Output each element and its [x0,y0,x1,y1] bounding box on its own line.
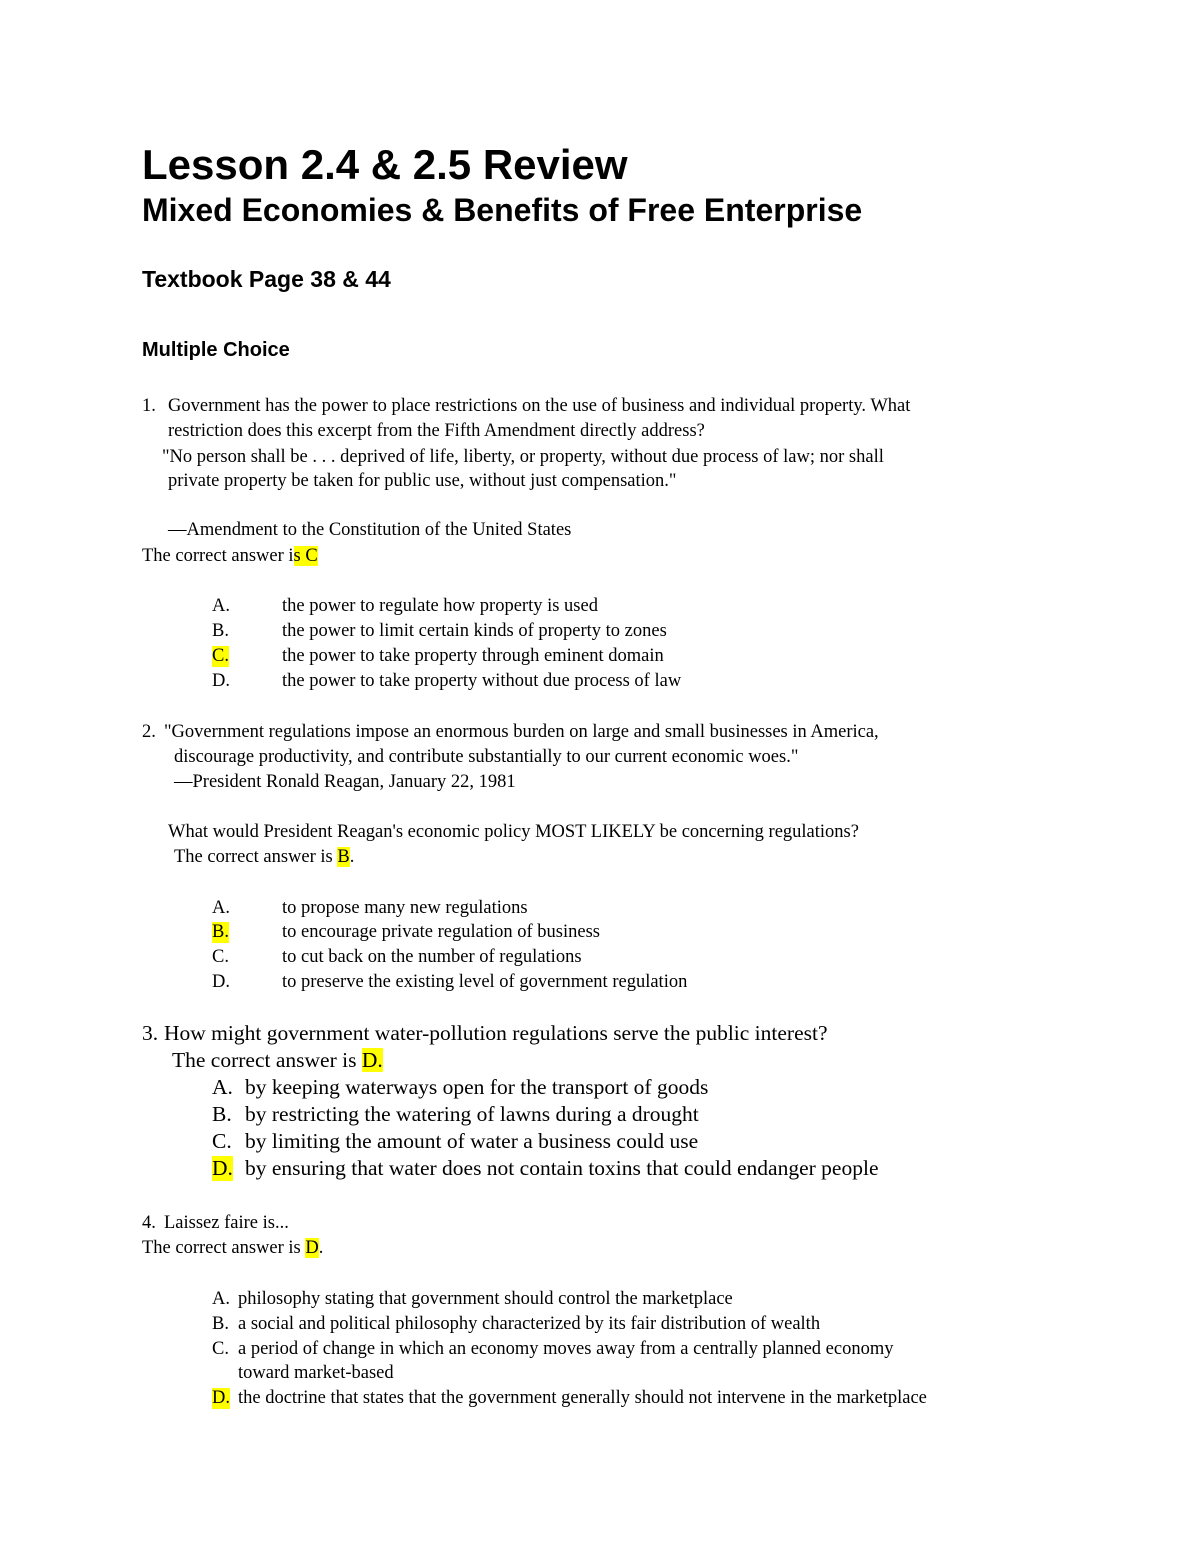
question-number: 1. [142,396,156,416]
option-letter: B. [212,621,229,641]
option-text: the power to take property without due process of law [282,671,682,691]
option-text: to propose many new regulations [282,898,528,918]
option-letter: A. [212,1289,230,1309]
question-number: 3. [142,1021,159,1045]
option-letter: C. [212,1129,232,1153]
option-text: by ensuring that water does not contain toxins that could endanger people [245,1156,879,1180]
quote-text: "No person shall be . . . deprived of life, liberty, or property, without due process of law; nor shall [162,447,884,467]
quote-source: —President Ronald Reagan, January 22, 1981 [174,772,516,792]
question-number: 4. [142,1213,156,1233]
option-text: by keeping waterways open for the transport of goods [245,1075,709,1099]
quote-text: private property be taken for public use, without just compensation." [168,471,677,491]
question-text: What would President Reagan's economic policy MOST LIKELY be concerning regulations? [168,822,859,842]
quote-text: discourage productivity, and contribute substantially to our current economic woes." [174,747,799,767]
quote-source: —Amendment to the Constitution of the United States [168,520,572,540]
option-letter-correct: D. [212,1156,233,1180]
page-title: Lesson 2.4 & 2.5 Review [142,141,628,188]
question-text: How might government water-pollution regulations serve the public interest? [164,1021,828,1045]
option-letter: D. [212,972,230,992]
option-text: a period of change in which an economy moves away from a centrally planned economy [238,1339,894,1359]
option-text: the power to take property through eminent domain [282,646,664,666]
option-letter: A. [212,898,230,918]
option-text: to encourage private regulation of business [282,922,600,942]
option-text: to cut back on the number of regulations [282,947,582,967]
answer-line: The correct answer is D. [142,1238,324,1258]
option-text: philosophy stating that government should control the marketplace [238,1289,733,1309]
option-letter-correct: D. [212,1388,230,1408]
answer-line: The correct answer is C [142,546,318,566]
option-letter-correct: B. [212,922,229,942]
question-text: Government has the power to place restrictions on the use of business and individual property. What [168,396,911,416]
option-letter: A. [212,1075,233,1099]
option-letter: C. [212,947,229,967]
option-letter-correct: C. [212,646,229,666]
answer-highlight: s C [293,546,318,566]
question-text: restriction does this excerpt from the Fifth Amendment directly address? [168,421,705,441]
option-text: by limiting the amount of water a business could use [245,1129,699,1153]
answer-highlight: D. [361,1048,383,1072]
option-text: the power to limit certain kinds of property to zones [282,621,667,641]
option-text: to preserve the existing level of government regulation [282,972,688,992]
question-text: Laissez faire is... [164,1213,289,1233]
answer-highlight: B [337,847,350,867]
textbook-reference: Textbook Page 38 & 44 [142,266,391,292]
option-text: the doctrine that states that the government generally should not intervene in the marketplace [238,1388,927,1408]
option-letter: D. [212,671,230,691]
answer-line: The correct answer is B. [174,847,355,867]
page-subtitle: Mixed Economies & Benefits of Free Enterprise [142,192,863,228]
option-text-continued: toward market-based [238,1363,394,1383]
option-letter: C. [212,1339,229,1359]
option-letter: B. [212,1102,232,1126]
answer-line: The correct answer is D. [172,1048,383,1072]
option-text: the power to regulate how property is used [282,596,598,616]
option-text: a social and political philosophy characterized by its fair distribution of wealth [238,1314,821,1334]
option-letter: B. [212,1314,229,1334]
answer-highlight: D [305,1238,319,1258]
option-text: by restricting the watering of lawns during a drought [245,1102,699,1126]
section-heading: Multiple Choice [142,339,290,361]
quote-text: "Government regulations impose an enormous burden on large and small businesses in America, [164,722,879,742]
question-number: 2. [142,722,156,742]
option-letter: A. [212,596,230,616]
